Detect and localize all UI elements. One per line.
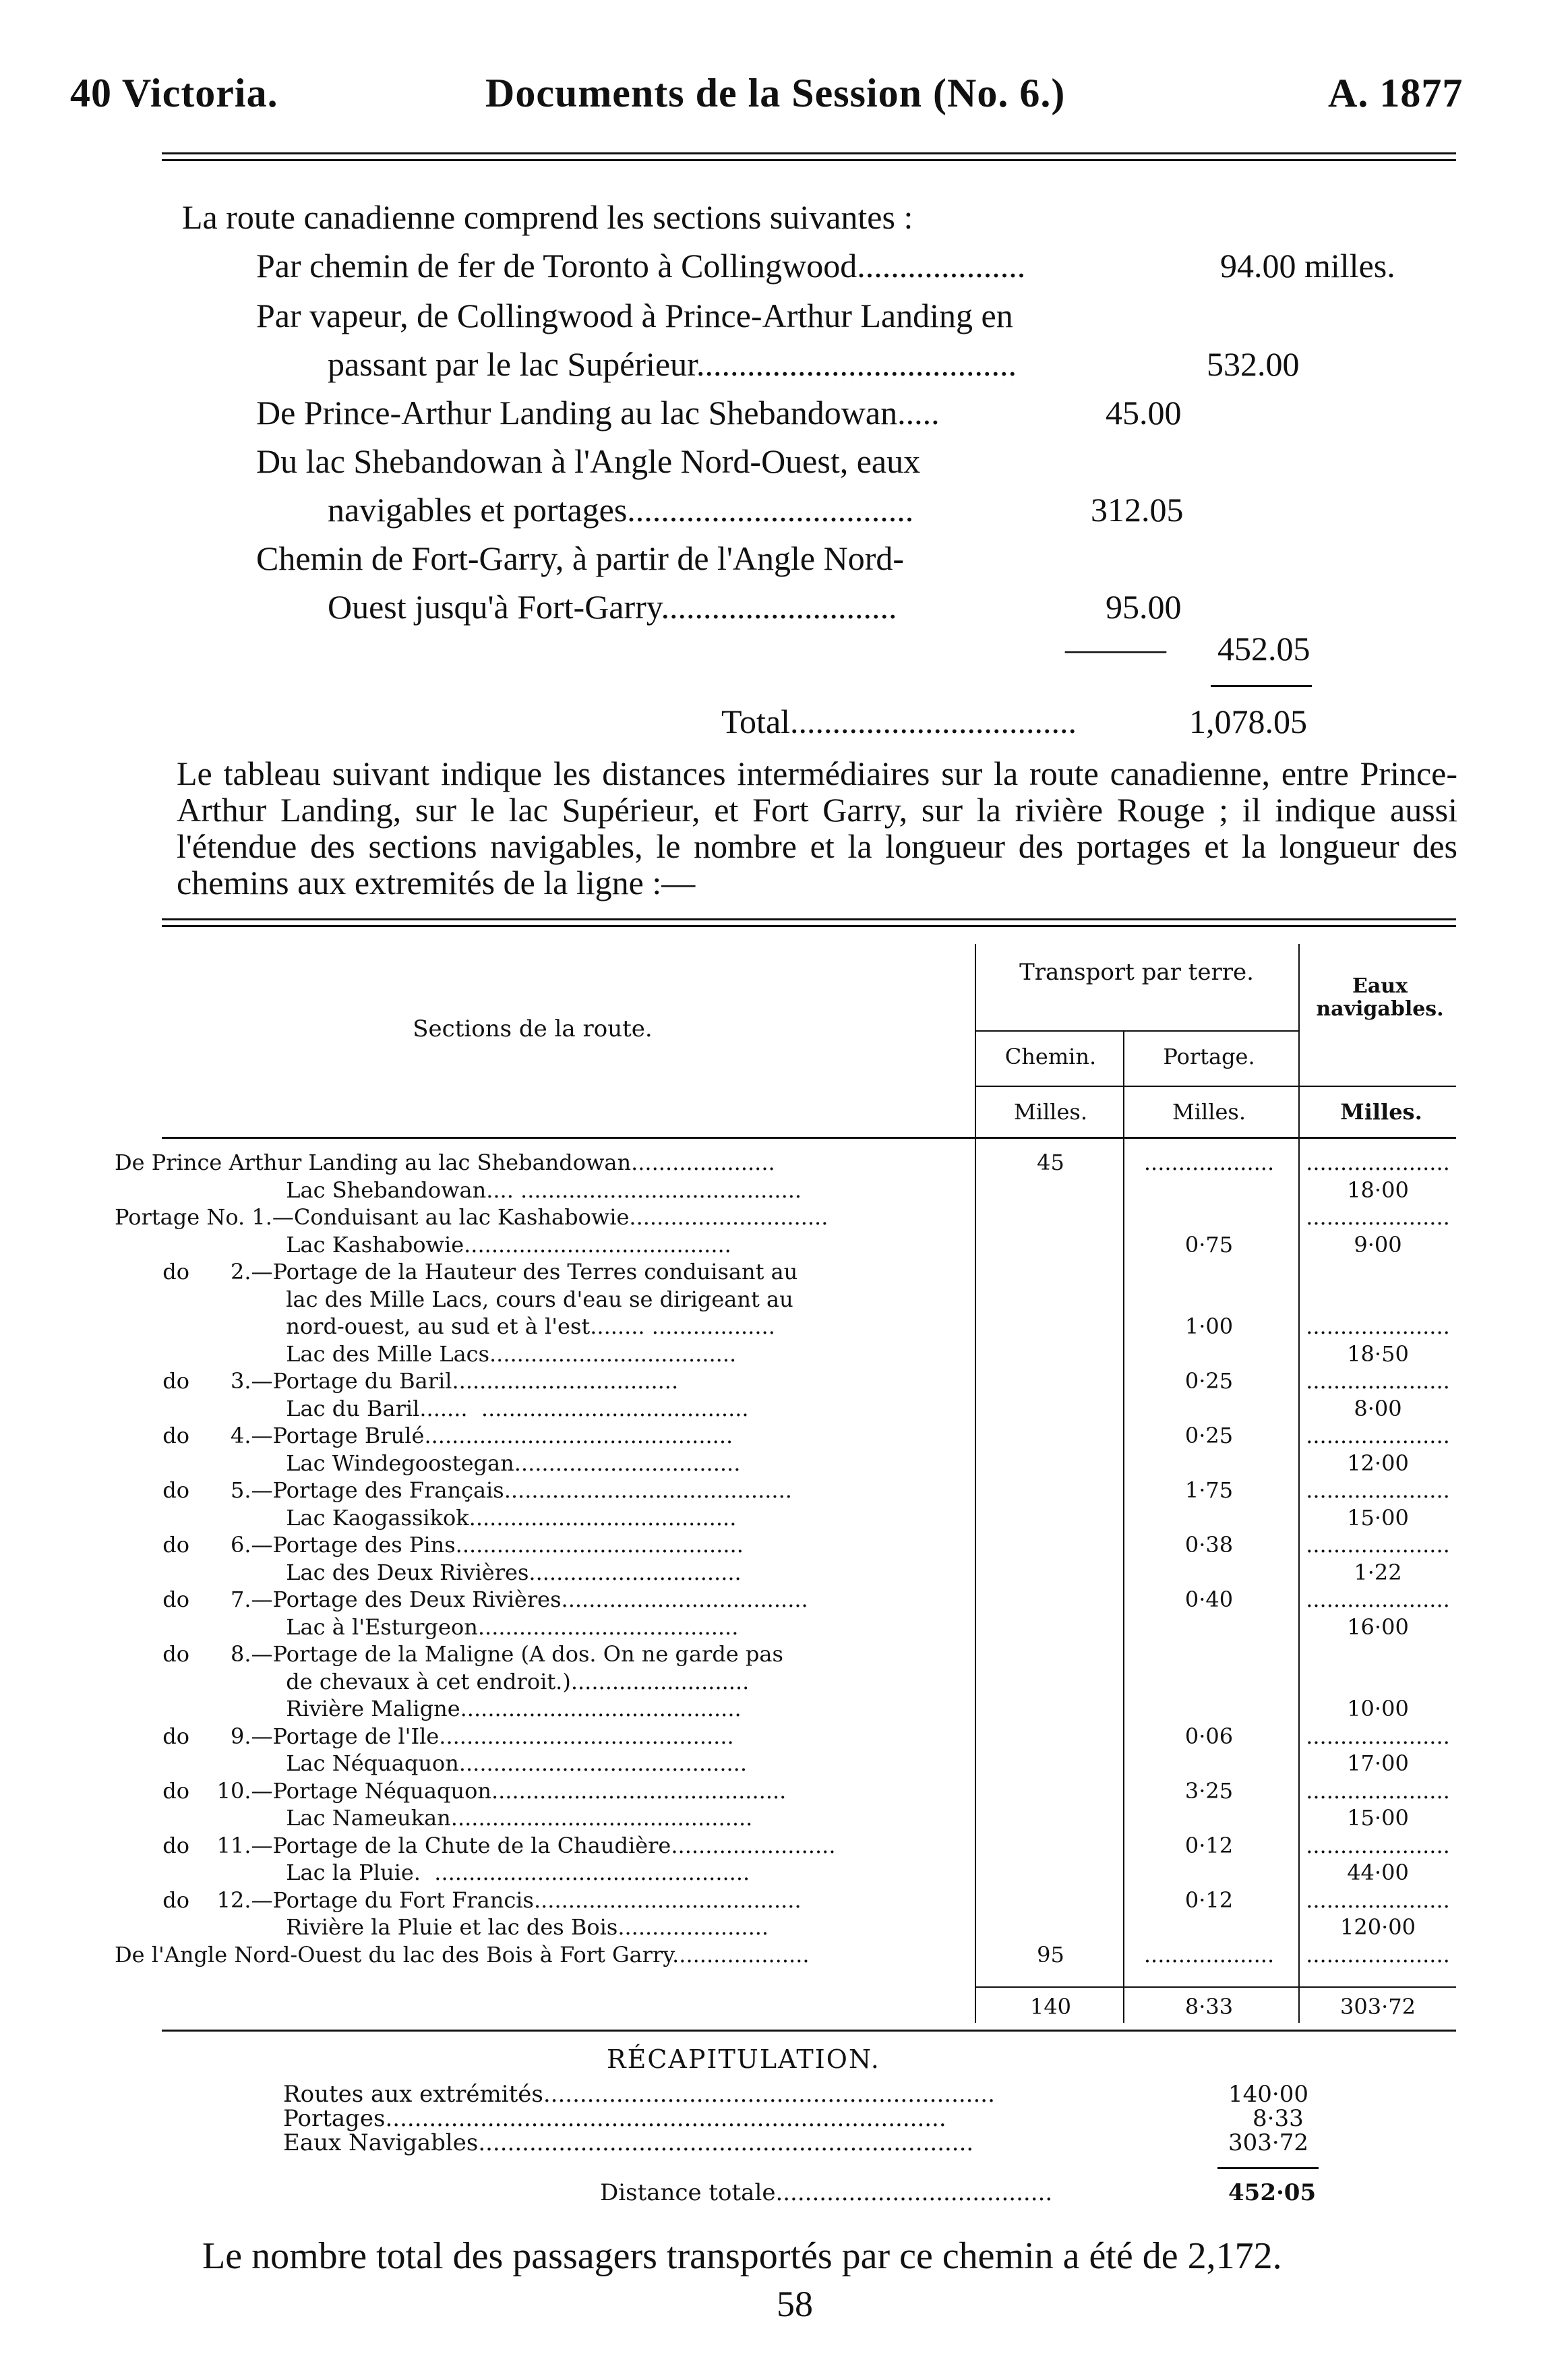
header-center: Documents de la Session (No. 6.): [485, 71, 1066, 115]
row-label: Lac du Baril....... .......................................: [115, 1395, 749, 1421]
row-label: Rivière la Pluie et lac des Bois......................: [115, 1914, 769, 1940]
intro-total-label: Total..................................: [721, 703, 1077, 740]
table-row: [0, 1477, 1568, 1504]
row-eaux: 12·00: [1347, 1450, 1409, 1476]
table-row: [0, 1313, 1568, 1340]
row-label: do 9.—Portage de l'Ile...........................................: [115, 1723, 734, 1749]
table-row: [0, 1695, 1568, 1722]
table-rule-bottom: [162, 2030, 1456, 2032]
table-row: [0, 1149, 1568, 1176]
row-eaux: 9·00: [1354, 1231, 1402, 1258]
row-label: do 11.—Portage de la Chute de la Chaudière........................: [115, 1832, 836, 1858]
header-portage: Portage.: [1163, 1044, 1255, 1069]
recap-portages-value: 8·33: [1253, 2105, 1304, 2132]
table-row: [0, 1422, 1568, 1449]
total-portage: 8·33: [1184, 1994, 1234, 2019]
header-eaux: Eaux navigables.: [1316, 974, 1444, 1021]
row-eaux: 17·00: [1347, 1750, 1409, 1776]
row-label: lac des Mille Lacs, cours d'eau se dirigeant au: [115, 1286, 793, 1312]
intro-value-rail: 94.00 milles.: [1220, 247, 1395, 285]
row-label: do 6.—Portage des Pins..........................................: [115, 1532, 744, 1558]
row-label: Lac Kashabowie.......................................: [115, 1231, 731, 1258]
recap-routes-label: Routes aux extrémités..............................................................: [283, 2081, 995, 2108]
intro-subtotal-value: 452.05: [1217, 630, 1310, 668]
row-portage: 0·25: [1184, 1423, 1234, 1448]
row-label: Lac Nameukan............................................: [115, 1805, 753, 1831]
row-label: De l'Angle Nord-Ouest du lac des Bois à Fort Garry....................: [115, 1941, 810, 1968]
row-label: Rivière Maligne.........................................: [115, 1696, 742, 1721]
intro-line-shebandowan: Du lac Shebandowan à l'Angle Nord-Ouest, eaux: [256, 442, 921, 480]
row-label: do 10.—Portage Néquaquon...........................................: [115, 1777, 787, 1804]
table-row: [0, 1258, 1568, 1285]
table-row: [0, 1723, 1568, 1750]
header-milles-portage: Milles.: [1172, 1099, 1246, 1125]
table-row: [0, 1859, 1568, 1886]
table-row: [0, 1614, 1568, 1641]
row-eaux: .....................: [1306, 1532, 1450, 1558]
total-chemin: 140: [1029, 1994, 1072, 2019]
table-row: [0, 1914, 1568, 1941]
intro-line-landing: De Prince-Arthur Landing au lac Shebandowan.....: [256, 394, 940, 432]
row-eaux: 120·00: [1340, 1914, 1416, 1940]
recap-distance-value: 452·05: [1228, 2179, 1317, 2206]
intro-line-lake: passant par le lac Supérieur......................................: [328, 345, 1017, 383]
row-portage: 0·12: [1184, 1887, 1234, 1913]
row-label: do 7.—Portage des Deux Rivières....................................: [115, 1587, 808, 1612]
table-total-row: [0, 1993, 1568, 2020]
table-rule-top-double: [162, 925, 1456, 927]
row-eaux: 15·00: [1347, 1504, 1409, 1531]
row-label: do 8.—Portage de la Maligne (A dos. On ne garde pas: [115, 1641, 783, 1667]
row-portage: 1·00: [1184, 1313, 1234, 1339]
table-row: [0, 1450, 1568, 1477]
recap-title: RÉCAPITULATION.: [607, 2044, 880, 2074]
row-eaux: 18·50: [1347, 1340, 1409, 1367]
row-eaux: 15·00: [1347, 1805, 1409, 1831]
intro-line-ouest: Ouest jusqu'à Fort-Garry............................: [328, 588, 897, 626]
header-milles-eaux: Milles.: [1340, 1099, 1422, 1125]
row-label: Lac des Deux Rivières...............................: [115, 1559, 742, 1585]
row-portage: 1·75: [1184, 1477, 1234, 1503]
row-label: Lac Néquaquon..........................................: [115, 1750, 748, 1776]
table-row: [0, 1668, 1568, 1695]
header-chemin: Chemin.: [1004, 1044, 1097, 1069]
intro-line-fort-garry: Chemin de Fort-Garry, à partir de l'Angle Nord-: [256, 539, 905, 577]
row-eaux: 8·00: [1354, 1395, 1402, 1421]
recap-distance-label: Distance totale......................................: [600, 2179, 1053, 2206]
intro-heading: La route canadienne comprend les sections suivantes :: [182, 198, 913, 236]
intro-subtotal-dash: ———: [1065, 630, 1166, 668]
header-sections: Sections de la route.: [413, 1015, 653, 1042]
row-portage: 0·06: [1184, 1723, 1234, 1749]
row-portage: 0·40: [1184, 1587, 1234, 1612]
intro-line-portages: navigables et portages..................................: [328, 491, 914, 529]
footnote: Le nombre total des passagers transportés par ce chemin a été de 2,172.: [202, 2235, 1282, 2277]
row-label: De Prince Arthur Landing au lac Shebandowan.....................: [115, 1150, 775, 1175]
row-eaux: 1·22: [1354, 1559, 1402, 1585]
total-rule: [975, 1986, 1456, 1988]
table-row: [0, 1395, 1568, 1422]
recap-eaux-label: Eaux Navigables....................................................................: [283, 2129, 974, 2156]
table-row: [0, 1286, 1568, 1313]
table-row: [0, 1804, 1568, 1831]
row-portage: 0·12: [1184, 1832, 1234, 1858]
table-row: [0, 1340, 1568, 1367]
header-milles-chemin: Milles.: [1014, 1099, 1087, 1125]
row-label: do 4.—Portage Brulé.............................................: [115, 1423, 733, 1448]
row-eaux: 16·00: [1347, 1614, 1409, 1640]
row-portage: ...................: [1143, 1941, 1275, 1968]
table-row: [0, 1204, 1568, 1231]
header-transport: Transport par terre.: [1019, 959, 1254, 986]
header-units-rule: [975, 1086, 1456, 1087]
header-right: A. 1877: [1328, 71, 1464, 115]
row-eaux: .....................: [1306, 1423, 1450, 1448]
table-row: [0, 1777, 1568, 1804]
row-eaux: .....................: [1306, 1832, 1450, 1858]
row-eaux: .....................: [1306, 1477, 1450, 1503]
row-label: Lac à l'Esturgeon......................................: [115, 1614, 739, 1640]
row-eaux: .....................: [1306, 1887, 1450, 1913]
intro-value-ouest: 95.00: [1106, 588, 1182, 626]
table-row: [0, 1177, 1568, 1204]
table-row: [0, 1887, 1568, 1914]
intro-line-rail: Par chemin de fer de Toronto à Collingwood....................: [256, 247, 1026, 285]
row-eaux: .....................: [1306, 1368, 1450, 1394]
intro-paragraph: Le tableau suivant indique les distances intermédiaires sur la route canadienne, entre Prince-Arthur Landing, sur le lac Supérieur, et Fort Garry, sur la rivière Rouge ; il indique aussi l'étendue des sections navigables, le nombre et la longueur des portages et la longueur des chemins aux extremités de la ligne :—: [177, 755, 1457, 902]
row-label: Lac Kaogassikok.......................................: [115, 1504, 737, 1531]
row-chemin: 95: [1037, 1941, 1064, 1968]
table-row: [0, 1367, 1568, 1394]
table-row: [0, 1750, 1568, 1777]
intro-value-landing: 45.00: [1106, 394, 1182, 432]
row-label: Lac la Pluie. ..............................................: [115, 1860, 750, 1885]
table-row: [0, 1504, 1568, 1531]
table-row: [0, 1641, 1568, 1667]
header-transport-rule: [975, 1030, 1298, 1032]
row-label: Lac Shebandowan.... .........................................: [115, 1177, 802, 1203]
row-label: nord-ouest, au sud et à l'est........ ..................: [115, 1313, 775, 1339]
intro-total-value: 1,078.05: [1189, 703, 1307, 740]
row-label: do 2.—Portage de la Hauteur des Terres conduisant au: [115, 1259, 798, 1284]
intro-value-portages: 312.05: [1091, 491, 1184, 529]
table-row: [0, 1586, 1568, 1613]
row-label: do 12.—Portage du Fort Francis.......................................: [115, 1887, 802, 1913]
table-row: [0, 1531, 1568, 1558]
row-eaux: .....................: [1306, 1723, 1450, 1749]
recap-routes-value: 140·00: [1228, 2081, 1308, 2108]
row-eaux: 18·00: [1347, 1177, 1409, 1203]
row-eaux: .....................: [1306, 1313, 1450, 1339]
table-row: [0, 1559, 1568, 1586]
row-portage: ...................: [1143, 1150, 1275, 1175]
row-label: Portage No. 1.—Conduisant au lac Kashabowie.............................: [115, 1204, 828, 1230]
header-bottom-rule: [162, 1137, 1456, 1139]
intro-line-steamer: Par vapeur, de Collingwood à Prince-Arthur Landing en: [256, 297, 1013, 334]
row-label: Lac Windegoostegan.................................: [115, 1450, 741, 1476]
row-eaux: .....................: [1306, 1777, 1450, 1804]
row-label: de chevaux à cet endroit.)..........................: [115, 1668, 750, 1694]
row-eaux: .....................: [1306, 1204, 1450, 1230]
row-eaux: 10·00: [1347, 1696, 1409, 1721]
table-row: [0, 1231, 1568, 1258]
total-eaux: 303·72: [1340, 1994, 1416, 2019]
recap-eaux-value: 303·72: [1228, 2129, 1308, 2156]
recap-rule: [1217, 2167, 1319, 2169]
recap-portages-label: Portages.............................................................................: [283, 2105, 946, 2132]
row-eaux: .....................: [1306, 1150, 1450, 1175]
table-row: [0, 1941, 1568, 1968]
header-left: 40 Victoria.: [70, 71, 278, 115]
row-label: do 3.—Portage du Baril.................................: [115, 1368, 679, 1394]
row-chemin: 45: [1037, 1150, 1064, 1175]
row-portage: 0·38: [1184, 1532, 1234, 1558]
table-rule-top: [162, 918, 1456, 920]
row-eaux: .....................: [1306, 1587, 1450, 1612]
intro-value-lake: 532.00: [1207, 345, 1300, 383]
row-label: Lac des Mille Lacs....................................: [115, 1340, 737, 1367]
row-label: do 5.—Portage des Français..........................................: [115, 1477, 792, 1503]
page-number: 58: [777, 2284, 813, 2324]
row-eaux: 44·00: [1347, 1860, 1409, 1885]
row-portage: 0·75: [1184, 1231, 1234, 1258]
table-row: [0, 1832, 1568, 1859]
row-eaux: .....................: [1306, 1941, 1450, 1968]
row-portage: 0·25: [1184, 1368, 1234, 1394]
row-portage: 3·25: [1184, 1777, 1234, 1804]
